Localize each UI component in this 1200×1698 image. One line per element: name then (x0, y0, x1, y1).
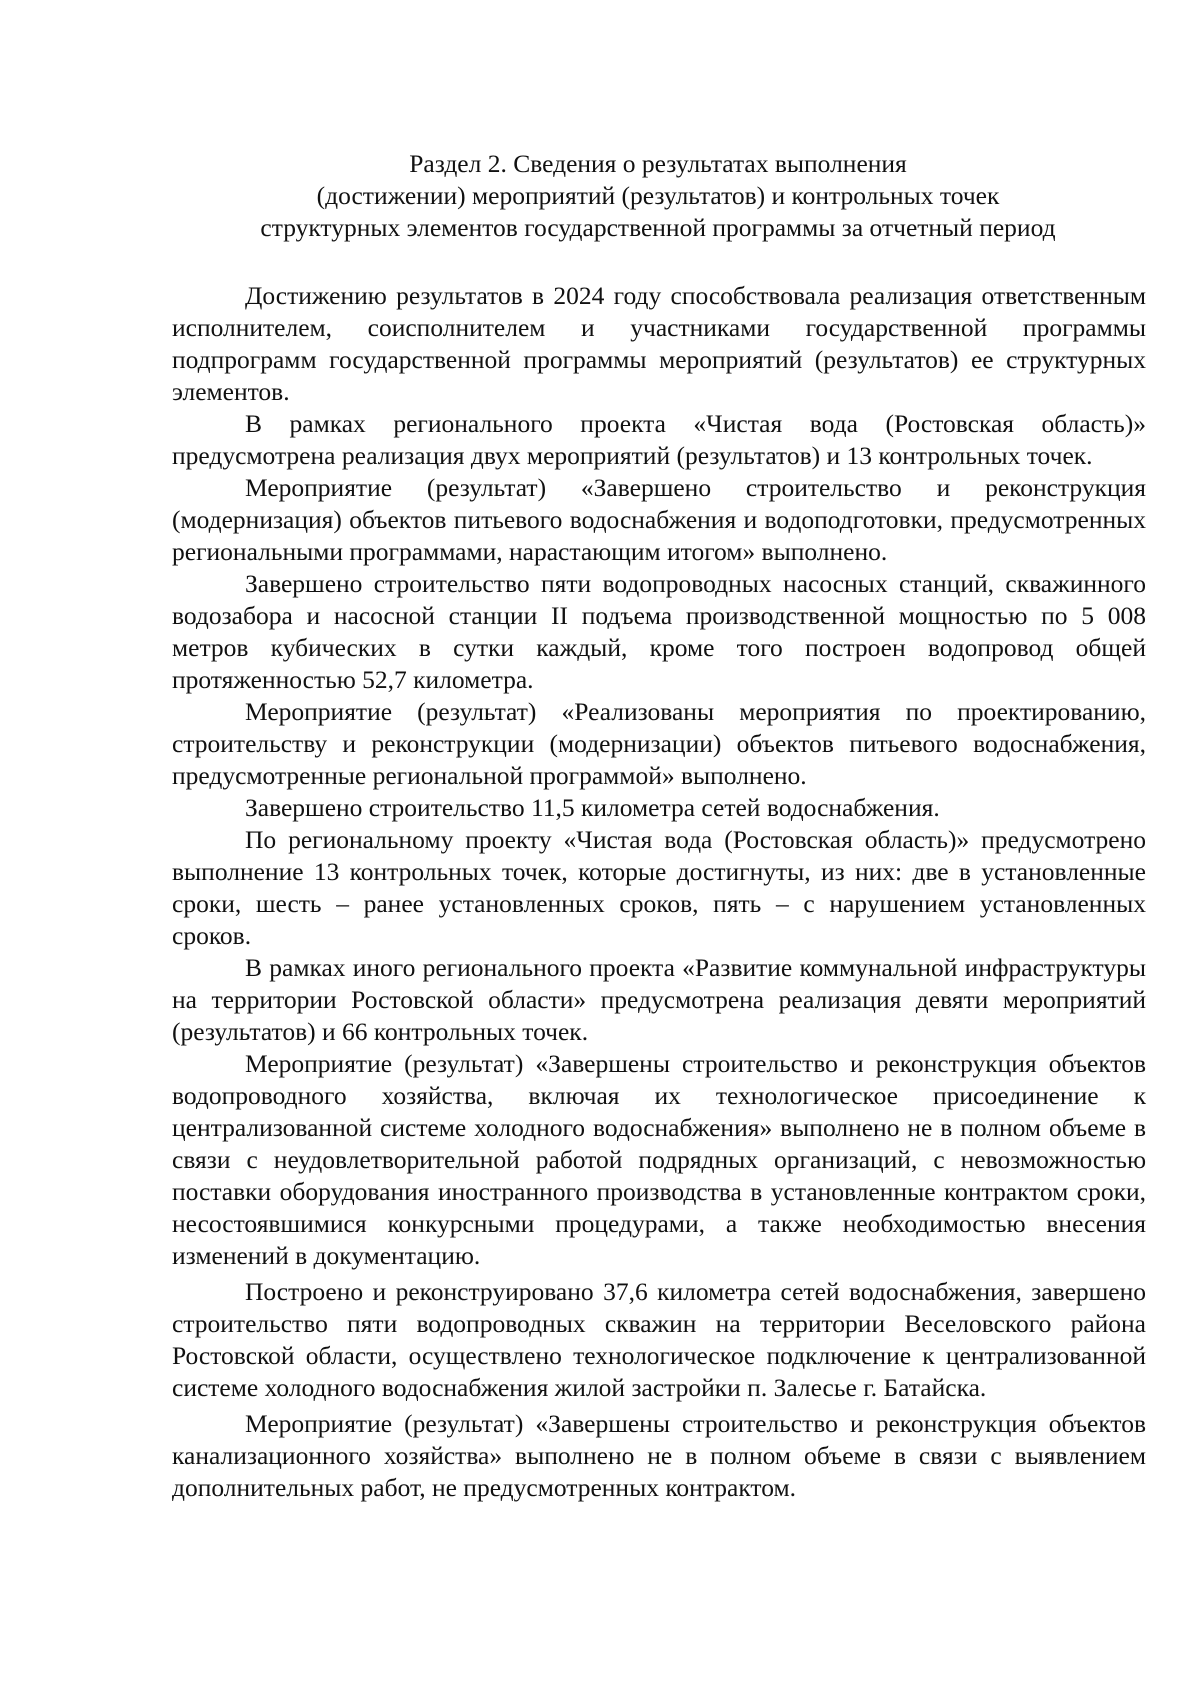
section-heading (170, 148, 1146, 244)
paragraph-sewerage-measure: Мероприятие (результат) «Завершены строительство и реконструкция объектов канализационного хозяйства» выполнено не в полном объеме в связи с выявлением дополнительных работ, не предусмотренных контрактом. (172, 1409, 1146, 1502)
paragraph-water-supply-measure: Мероприятие (результат) «Завершены строительство и реконструкция объектов водопроводного хозяйства, включая их технологическое присоединение к централизованной системе холодного водоснабжения» выполнено не в полном объеме в связи с неудовлетворительной работой подрядных организаций, с невозможностью поставки оборудования иностранного производства в установленные контрактом сроки, несостоявшимися конкурсными процедурами, а также необходимостью внесения изменений в документацию. (172, 1049, 1146, 1270)
paragraph-control-points: По региональному проекту «Чистая вода (Ростовская область)» предусмотрено выполнение 13 контрольных точек, которые достигнуты, из них: две в установленные сроки, шесть – ранее установленных сроков, пять – с нарушением установленных сроков. (172, 825, 1146, 950)
paragraph-communal-infrastructure: В рамках иного регионального проекта «Развитие коммунальной инфраструктуры на территории Ростовской области» предусмотрена реализация девяти мероприятий (результатов) и 66 контрольных точек. (172, 953, 1146, 1046)
paragraph-drinking-water-measure: Мероприятие (результат) «Завершено строительство и реконструкция (модернизация) объектов питьевого водоснабжения и водоподготовки, предусмотренных региональными программами, нарастающим итогом» выполнено. (172, 473, 1146, 566)
paragraph-reconstructed-networks: Построено и реконструировано 37,6 километра сетей водоснабжения, завершено строительство пяти водопроводных скважин на территории Веселовского района Ростовской области, осуществлено технологическое подключение к централизованной системе холодного водоснабжения жилой застройки п. Залесье г. Батайска. (172, 1277, 1146, 1402)
paragraph-pump-stations: Завершено строительство пяти водопроводных насосных станций, скважинного водозабора и насосной станции II подъема производственной мощностью по 5 008 метров кубических в сутки каждый, кроме того построен водопровод общей протяженностью 52,7 километра. (172, 569, 1146, 694)
paragraph-results-2024: Достижению результатов в 2024 году способствовала реализация ответственным исполнителем, соисполнителем и участниками государственной программы подпрограмм государственной программы мероприятий (результатов) ее структурных элементов. (172, 281, 1146, 406)
paragraph-clean-water-project: В рамках регионального проекта «Чистая вода (Ростовская область)» предусмотрена реализация двух мероприятий (результатов) и 13 контрольных точек. (172, 409, 1146, 470)
heading-line-1: Раздел 2. Сведения о результатах выполнения (409, 149, 907, 178)
heading-line-2: (достижении) мероприятий (результатов) и контрольных точек (316, 181, 1000, 210)
paragraph-water-networks: Завершено строительство 11,5 километра сетей водоснабжения. (245, 793, 940, 822)
document-body (172, 280, 1146, 1504)
heading-line-3: структурных элементов государственной программы за отчетный период (260, 213, 1056, 242)
paragraph-design-construction-measure: Мероприятие (результат) «Реализованы мероприятия по проектированию, строительству и реконструкции (модернизации) объектов питьевого водоснабжения, предусмотренные региональной программой» выполнено. (172, 697, 1146, 790)
